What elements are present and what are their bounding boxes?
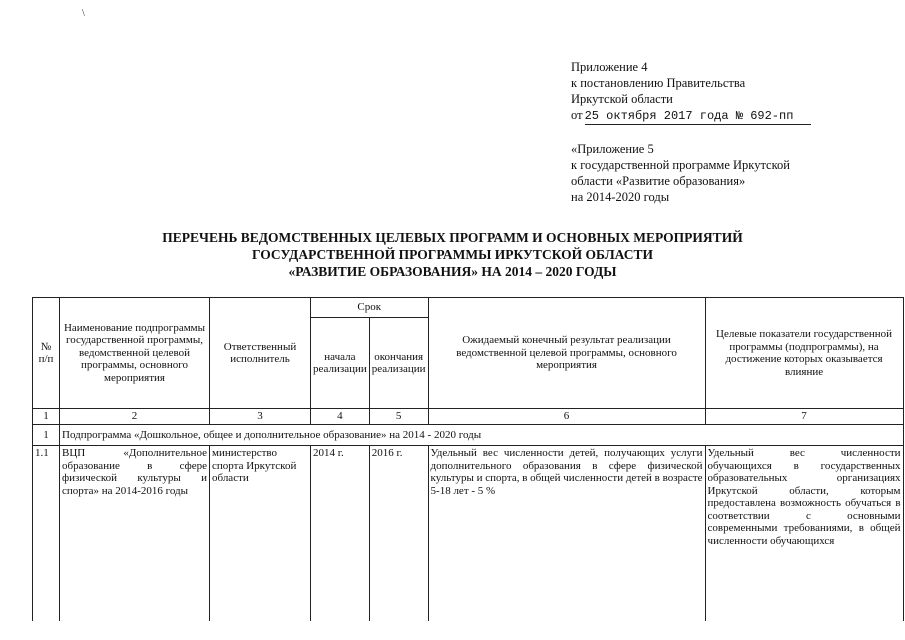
column-number: 2 <box>60 409 210 425</box>
title-line: ГОСУДАРСТВЕННОЙ ПРОГРАММЫ ИРКУТСКОЙ ОБЛАСТИ <box>252 247 653 262</box>
header-executor: Ответственный исполнитель <box>210 298 311 409</box>
appendix-line: к постановлению Правительства <box>571 76 746 90</box>
header-result: Ожидаемый конечный результат реализации ведомственной целевой программы, основного мероприятия <box>428 298 705 409</box>
header-indicators: Целевые показатели государственной программы (подпрограммы), на достижение которых оказывается влияние <box>705 298 903 409</box>
appendix-line: Приложение 4 <box>571 60 648 74</box>
resolution-reference <box>571 107 811 125</box>
header-start: начала реализации <box>311 318 370 409</box>
header-name: Наименование подпрограммы государственной программы, ведомственной целевой программы, основного мероприятия <box>60 298 210 409</box>
appendix-line: Иркутской области <box>571 92 673 106</box>
column-number: 6 <box>428 409 705 425</box>
column-number: 3 <box>210 409 311 425</box>
subprogram-num: 1 <box>33 425 60 446</box>
header-num: № п/п <box>33 298 60 409</box>
scan-corner-mark: \ <box>82 8 85 19</box>
subprogram-title: Подпрограмма «Дошкольное, общее и дополнительное образование» на 2014 - 2020 годы <box>60 425 904 446</box>
column-numbers-row <box>33 409 904 425</box>
column-number: 1 <box>33 409 60 425</box>
subprogram-row <box>33 425 904 446</box>
reference-prefix: от <box>571 108 583 122</box>
resolution-date-number: 25 октября 2017 года № 692-пп <box>585 108 812 125</box>
row-num: 1.1 <box>33 446 60 621</box>
title-line: ПЕРЕЧЕНЬ ВЕДОМСТВЕННЫХ ЦЕЛЕВЫХ ПРОГРАММ И ОСНОВНЫХ МЕРОПРИЯТИЙ <box>162 230 743 245</box>
appendix-line: на 2014-2020 годы <box>571 190 670 204</box>
document-title <box>0 229 905 280</box>
row-end: 2016 г. <box>369 446 428 621</box>
column-number: 7 <box>705 409 903 425</box>
column-number: 4 <box>311 409 370 425</box>
header-end: окончания реализации <box>369 318 428 409</box>
row-indicators: Удельный вес численности обучающихся в государственных образовательных организациях Иркутской области, которым предоставлена возможность обучаться в соответствии с основными современными требованиями, в общей численности обучающихся <box>705 446 903 621</box>
header-row <box>33 298 904 318</box>
row-start: 2014 г. <box>311 446 370 621</box>
appendix-line: «Приложение 5 <box>571 142 654 156</box>
header-term: Срок <box>311 298 429 318</box>
row-result: Удельный вес численности детей, получающих услуги дополнительного образования в сфере физической культуры и спорта, в общей численности детей в возрасте 5-18 лет - 5 % <box>428 446 705 621</box>
column-number: 5 <box>369 409 428 425</box>
appendix-block <box>571 59 811 205</box>
appendix-line: к государственной программе Иркутской <box>571 158 790 172</box>
row-executor: министерство спорта Иркутской области <box>210 446 311 621</box>
appendix-line: области «Развитие образования» <box>571 174 746 188</box>
row-name: ВЦП «Дополнительное образование в сфере физической культуры и спорта» на 2014-2016 годы <box>60 446 210 621</box>
table-row <box>33 446 904 621</box>
programs-table <box>32 297 904 621</box>
title-line: «РАЗВИТИЕ ОБРАЗОВАНИЯ» НА 2014 – 2020 ГОДЫ <box>288 264 617 279</box>
